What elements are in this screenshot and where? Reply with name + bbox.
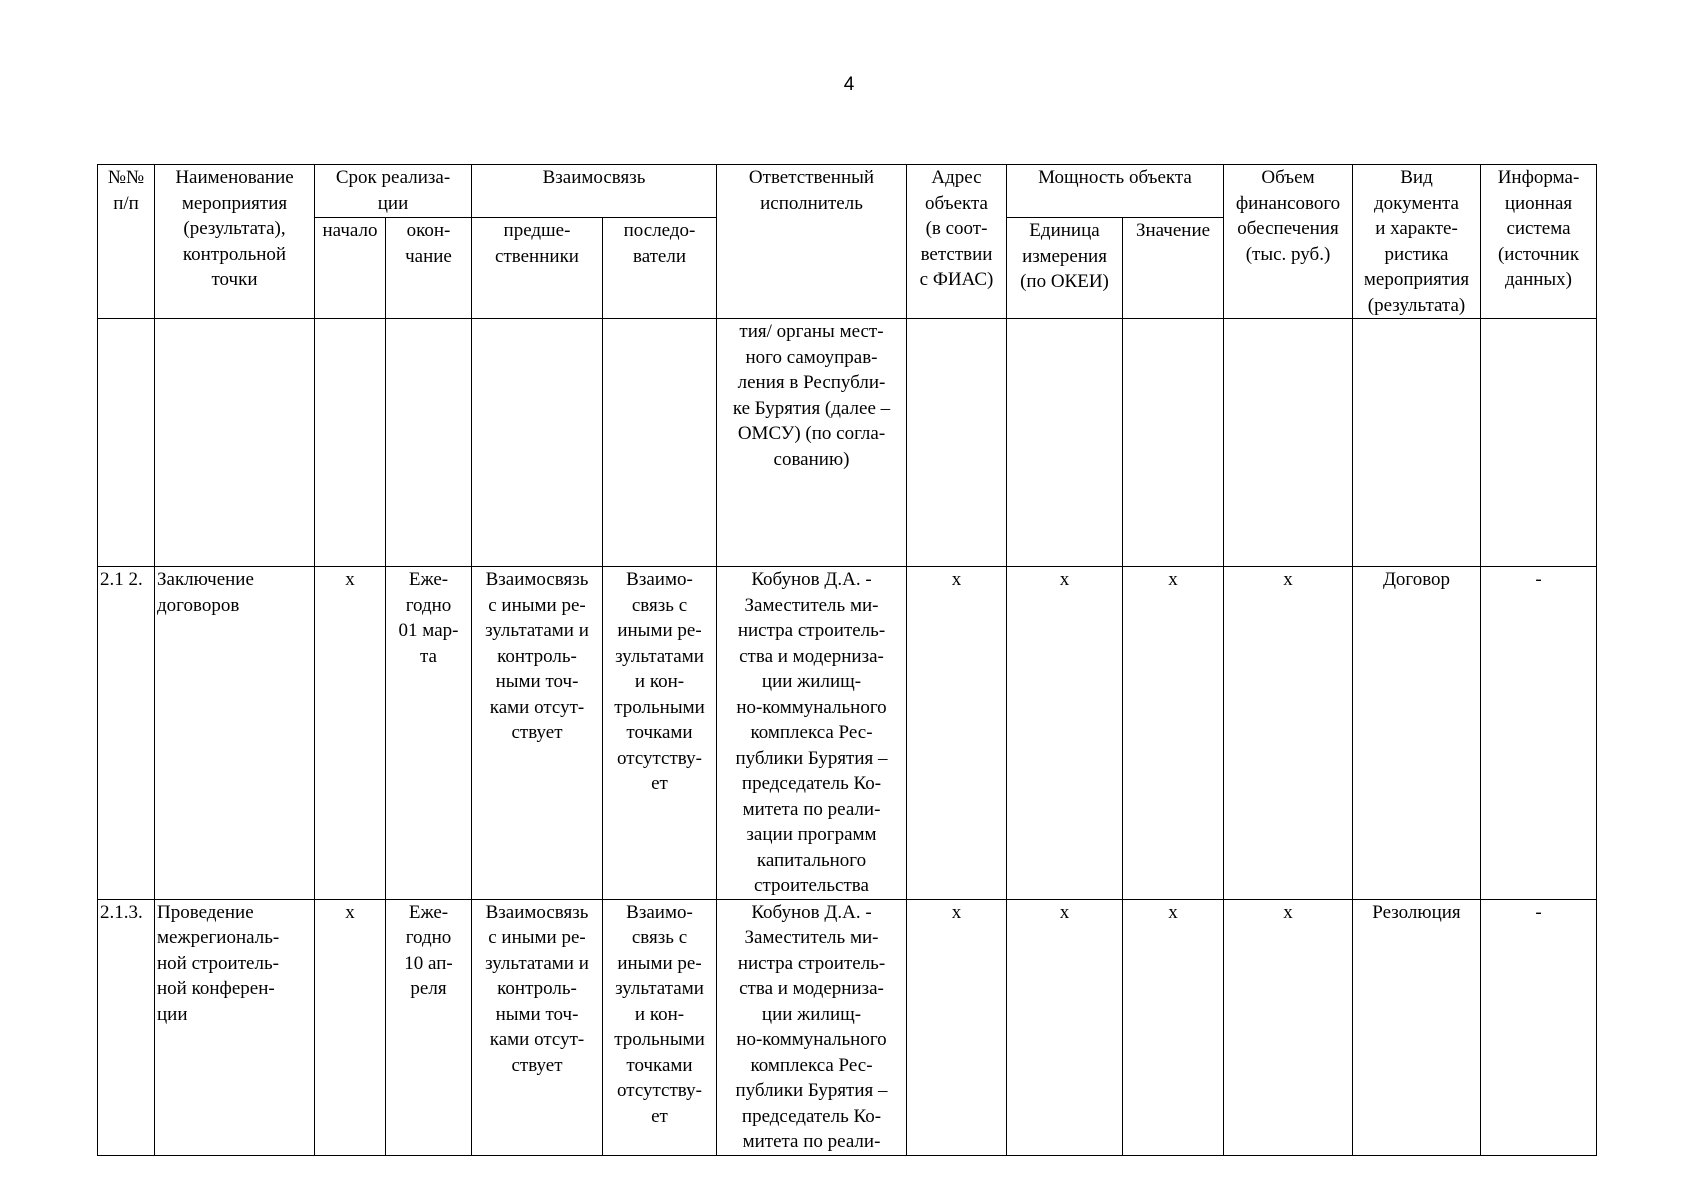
header-responsible: Ответственный исполнитель <box>717 165 907 319</box>
header-num: №№ п/п <box>98 165 155 319</box>
header-name: Наименование мероприятия (результата), контрольной точки <box>155 165 315 319</box>
cell-address: x <box>907 899 1007 1155</box>
cell-value: x <box>1123 899 1224 1155</box>
header-term-end: окон- чание <box>386 218 472 319</box>
cell-start: x <box>315 567 386 900</box>
cell-start <box>315 319 386 567</box>
header-capacity-unit: Единица измерения (по ОКЕИ) <box>1007 218 1123 319</box>
cell-next: Взаимо- связь с иными ре- зультатами и кон- трольными точками отсутству- ет <box>603 899 717 1155</box>
cell-next: Взаимо- связь с иными ре- зультатами и кон- трольными точками отсутству- ет <box>603 567 717 900</box>
header-info-system: Информа- ционная система (источник данных) <box>1481 165 1597 319</box>
cell-name: Проведение межрегиональ- ной строитель- ной конферен- ции <box>155 899 315 1155</box>
header-link-prev: предше- ственники <box>472 218 603 319</box>
cell-doc: Резолюция <box>1353 899 1481 1155</box>
cell-name <box>155 319 315 567</box>
cell-responsible: Кобунов Д.А. - Заместитель ми- нистра строитель- ства и модерниза- ции жилищ- но-коммунального комплекса Рес- публики Бурятия – председатель Ко- митета по реали- <box>717 899 907 1155</box>
header-term: Срок реализа- ции <box>315 165 472 218</box>
cell-unit: x <box>1007 899 1123 1155</box>
cell-finance: x <box>1224 567 1353 900</box>
cell-end: Еже- годно 10 ап- реля <box>386 899 472 1155</box>
cell-address <box>907 319 1007 567</box>
cell-doc: Договор <box>1353 567 1481 900</box>
header-address: Адрес объекта (в соот- ветствии с ФИАС) <box>907 165 1007 319</box>
header-capacity-value: Значение <box>1123 218 1224 319</box>
cell-responsible: тия/ органы мест- ного самоуправ- ления в Республи- ке Бурятия (далее – ОМСУ) (по согла- сованию) <box>717 319 907 567</box>
page-number: 4 <box>843 74 855 95</box>
cell-finance: x <box>1224 899 1353 1155</box>
cell-num: 2.1 2. <box>98 567 155 900</box>
cell-name: Заключение договоров <box>155 567 315 900</box>
header-link: Взаимосвязь <box>472 165 717 218</box>
header-term-start: начало <box>315 218 386 319</box>
header-finance: Объем финансового обеспечения (тыс. руб.) <box>1224 165 1353 319</box>
cell-prev: Взаимосвязь с иными ре- зультатами и контроль- ными точ- ками отсут- ствует <box>472 567 603 900</box>
header-row-1 <box>98 165 1597 218</box>
cell-finance <box>1224 319 1353 567</box>
cell-doc <box>1353 319 1481 567</box>
header-capacity: Мощность объекта <box>1007 165 1224 218</box>
cell-next <box>603 319 717 567</box>
cell-responsible: Кобунов Д.А. - Заместитель ми- нистра строитель- ства и модерниза- ции жилищ- но-коммунального комплекса Рес- публики Бурятия – председатель Ко- митета по реали- зации программ капитального строительства <box>717 567 907 900</box>
cell-end <box>386 319 472 567</box>
cell-start: x <box>315 899 386 1155</box>
cell-unit <box>1007 319 1123 567</box>
header-link-next: последо- ватели <box>603 218 717 319</box>
cell-end: Еже- годно 01 мар- та <box>386 567 472 900</box>
cell-value: x <box>1123 567 1224 900</box>
cell-info: - <box>1481 567 1597 900</box>
cell-value <box>1123 319 1224 567</box>
cell-num <box>98 319 155 567</box>
cell-prev <box>472 319 603 567</box>
cell-prev: Взаимосвязь с иными ре- зультатами и контроль- ными точ- ками отсут- ствует <box>472 899 603 1155</box>
cell-num: 2.1.3. <box>98 899 155 1155</box>
cell-unit: x <box>1007 567 1123 900</box>
cell-address: x <box>907 567 1007 900</box>
table-row <box>98 567 1597 900</box>
header-doc-type: Вид документа и характе- ристика мероприятия (результата) <box>1353 165 1481 319</box>
cell-info: - <box>1481 899 1597 1155</box>
table-row <box>98 319 1597 567</box>
plan-table <box>97 164 1597 1156</box>
table-row <box>98 899 1597 1155</box>
cell-info <box>1481 319 1597 567</box>
